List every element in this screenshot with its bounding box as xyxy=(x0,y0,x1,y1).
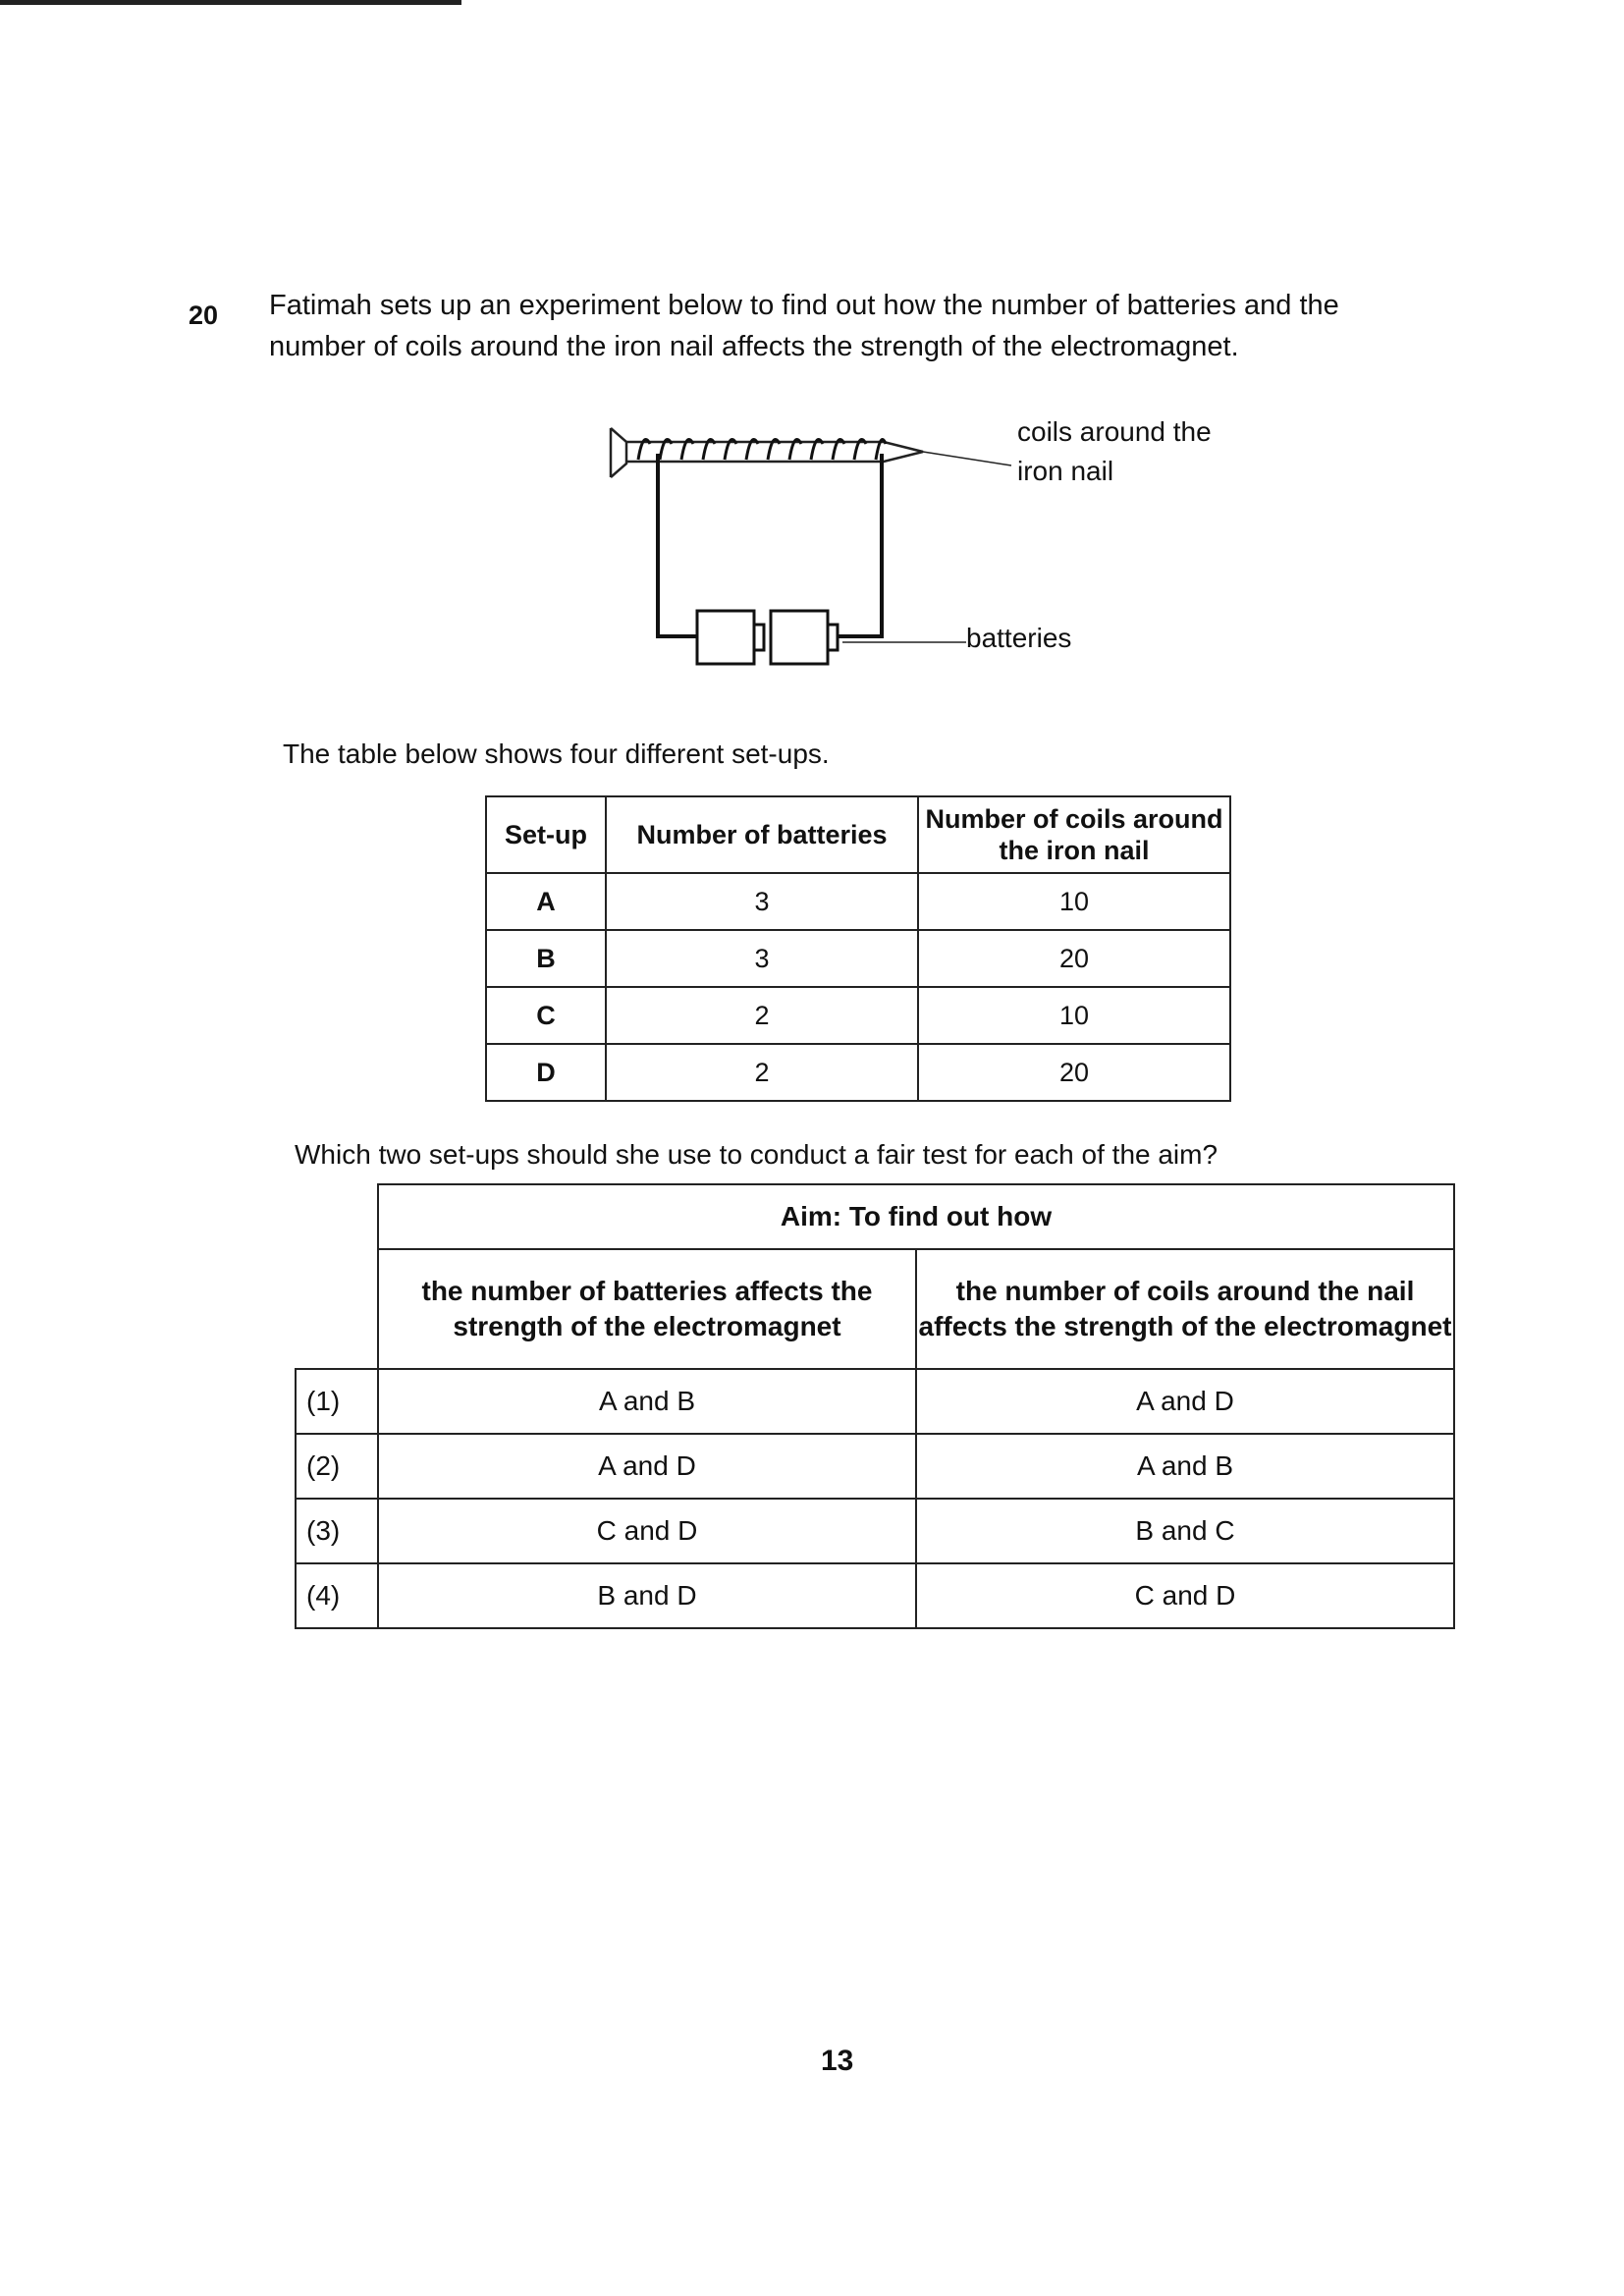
option-number: (1) xyxy=(296,1369,378,1434)
option-number: (3) xyxy=(296,1499,378,1563)
battery-count: 2 xyxy=(606,987,918,1044)
aim-options-table xyxy=(295,1183,1455,1629)
option-batteries-pair: B and D xyxy=(378,1563,916,1628)
setup-label: D xyxy=(486,1044,606,1101)
option-batteries-pair: C and D xyxy=(378,1499,916,1563)
option-coils-pair: A and D xyxy=(916,1369,1454,1434)
battery-count: 3 xyxy=(606,873,918,930)
setup-table-header xyxy=(486,796,1230,873)
option-number: (2) xyxy=(296,1434,378,1499)
header-batteries: Number of batteries xyxy=(606,796,918,873)
aim-title-row xyxy=(296,1184,1454,1249)
setup-label: A xyxy=(486,873,606,930)
coil-count: 20 xyxy=(918,1044,1230,1101)
coil-count: 10 xyxy=(918,987,1230,1044)
header-coils: Number of coils around the iron nail xyxy=(918,796,1230,873)
blank-cell xyxy=(296,1249,378,1369)
battery-count: 3 xyxy=(606,930,918,987)
header-setup: Set-up xyxy=(486,796,606,873)
table-row xyxy=(486,987,1230,1044)
blank-cell xyxy=(296,1184,378,1249)
setup-label: C xyxy=(486,987,606,1044)
aim-coils-header: the number of coils around the nail affects the strength of the electromagnet xyxy=(916,1249,1454,1369)
question-prompt: Which two set-ups should she use to conduct a fair test for each of the aim? xyxy=(295,1139,1218,1170)
label-batteries: batteries xyxy=(966,623,1072,653)
table-intro: The table below shows four different set-ups. xyxy=(283,738,830,769)
option-row[interactable] xyxy=(296,1434,1454,1499)
option-batteries-pair: A and D xyxy=(378,1434,916,1499)
option-number: (4) xyxy=(296,1563,378,1628)
label-leaders xyxy=(842,452,1011,642)
table-row xyxy=(486,930,1230,987)
battery-count: 2 xyxy=(606,1044,918,1101)
option-coils-pair: A and B xyxy=(916,1434,1454,1499)
option-row[interactable] xyxy=(296,1563,1454,1628)
option-coils-pair: C and D xyxy=(916,1563,1454,1628)
aim-subheader-row xyxy=(296,1249,1454,1369)
table-row xyxy=(486,1044,1230,1101)
question-number: 20 xyxy=(189,301,219,330)
setup-table xyxy=(485,795,1231,1102)
aim-title: Aim: To find out how xyxy=(378,1184,1454,1249)
table-row xyxy=(486,873,1230,930)
option-batteries-pair: A and B xyxy=(378,1369,916,1434)
option-row[interactable] xyxy=(296,1499,1454,1563)
circuit-wire xyxy=(658,454,882,636)
setup-label: B xyxy=(486,930,606,987)
page-number: 13 xyxy=(821,2045,854,2077)
label-coils: coils around the iron nail xyxy=(1017,416,1212,486)
option-row[interactable] xyxy=(296,1369,1454,1434)
top-rule xyxy=(0,0,461,5)
aim-batteries-header: the number of batteries affects the strength of the electromagnet xyxy=(378,1249,916,1369)
question-text: Fatimah sets up an experiment below to find out how the number of batteries and the number of coils around the iron nail affects the strength of the electromagnet. xyxy=(269,290,1339,362)
coil-count: 10 xyxy=(918,873,1230,930)
coil-count: 20 xyxy=(918,930,1230,987)
batteries-icon xyxy=(697,611,838,664)
option-coils-pair: B and C xyxy=(916,1499,1454,1563)
